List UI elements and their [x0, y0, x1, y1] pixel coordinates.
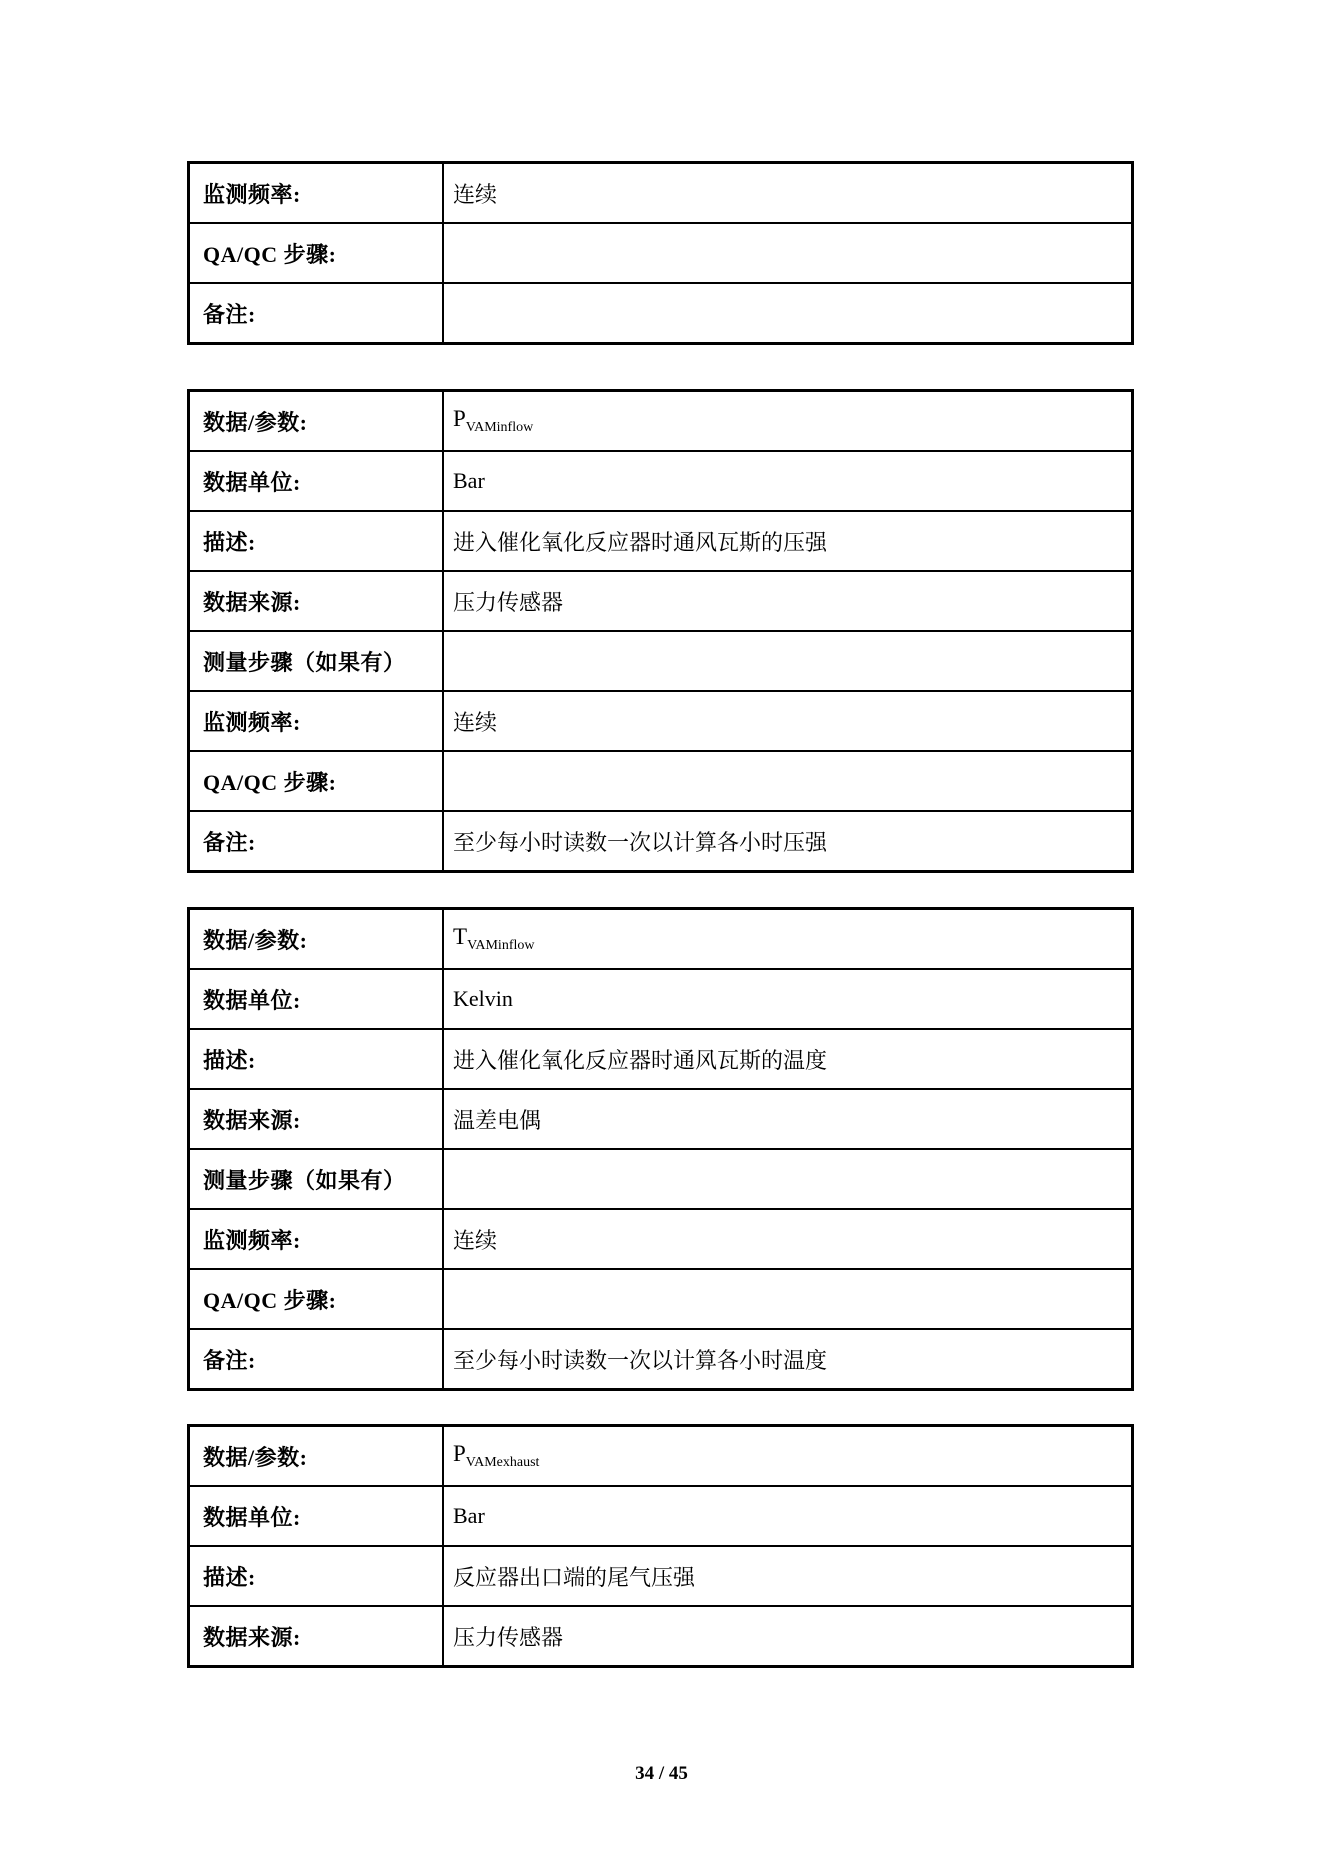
table-row [189, 969, 1133, 1029]
row-label: 监测频率: [189, 163, 444, 224]
row-value: 温差电偶 [443, 1089, 1133, 1149]
table-row [189, 571, 1133, 631]
page-number: 34 / 45 [635, 1763, 688, 1784]
row-label: 描述: [189, 1546, 444, 1606]
monitoring-table-continued [187, 161, 1134, 345]
row-label: 数据单位: [189, 451, 444, 511]
table-row [189, 451, 1133, 511]
parameter-subscript: VAMinflow [467, 938, 535, 953]
parameter-subscript: VAMinflow [465, 420, 534, 435]
parameter-symbol: P [453, 406, 466, 431]
table-row [189, 163, 1133, 224]
row-value: Bar [443, 451, 1133, 511]
table-row [189, 1029, 1133, 1089]
table-row [189, 1486, 1133, 1546]
parameter-table-p-vam-exhaust [187, 1424, 1134, 1668]
row-value: 至少每小时读数一次以计算各小时温度 [443, 1329, 1133, 1390]
row-label: 数据单位: [189, 969, 444, 1029]
row-value: 至少每小时读数一次以计算各小时压强 [443, 811, 1133, 872]
row-value-parameter [443, 1426, 1133, 1487]
parameter-symbol: T [453, 924, 468, 949]
table-row [189, 751, 1133, 811]
row-value [443, 751, 1133, 811]
table-row [189, 631, 1133, 691]
row-label: 数据单位: [189, 1486, 444, 1546]
table-row [189, 223, 1133, 283]
row-value-parameter [443, 391, 1133, 452]
row-label: 数据/参数: [189, 1426, 444, 1487]
table-row [189, 391, 1133, 452]
row-value: Bar [443, 1486, 1133, 1546]
row-value: 连续 [443, 163, 1133, 224]
table-row [189, 1426, 1133, 1487]
row-label: 备注: [189, 811, 444, 872]
row-label: QA/QC 步骤: [189, 1269, 444, 1329]
row-label: 监测频率: [189, 1209, 444, 1269]
table-row [189, 1209, 1133, 1269]
row-value: 连续 [443, 1209, 1133, 1269]
row-value: Kelvin [443, 969, 1133, 1029]
row-label: 描述: [189, 1029, 444, 1089]
table-row [189, 811, 1133, 872]
row-value: 反应器出口端的尾气压强 [443, 1546, 1133, 1606]
parameter-table-t-vam-inflow [187, 907, 1134, 1391]
row-value-parameter [443, 909, 1133, 970]
parameter-subscript: VAMexhaust [465, 1455, 540, 1470]
table-row [189, 1606, 1133, 1667]
row-value: 进入催化氧化反应器时通风瓦斯的温度 [443, 1029, 1133, 1089]
row-value: 进入催化氧化反应器时通风瓦斯的压强 [443, 511, 1133, 571]
table-row [189, 511, 1133, 571]
table-row [189, 1089, 1133, 1149]
row-label: 数据/参数: [189, 391, 444, 452]
row-label: 测量步骤（如果有） [189, 1149, 444, 1209]
table-row [189, 1546, 1133, 1606]
row-label: 描述: [189, 511, 444, 571]
row-label: 数据来源: [189, 571, 444, 631]
row-value: 压力传感器 [443, 571, 1133, 631]
row-label: 备注: [189, 1329, 444, 1390]
row-label: 测量步骤（如果有） [189, 631, 444, 691]
table-row [189, 1149, 1133, 1209]
parameter-symbol: P [453, 1441, 466, 1466]
row-label: 监测频率: [189, 691, 444, 751]
parameter-table-p-vam-inflow [187, 389, 1134, 873]
row-label: 备注: [189, 283, 444, 344]
row-value [443, 1269, 1133, 1329]
row-label: QA/QC 步骤: [189, 751, 444, 811]
row-label: 数据/参数: [189, 909, 444, 970]
row-value [443, 223, 1133, 283]
row-label: QA/QC 步骤: [189, 223, 444, 283]
row-value: 连续 [443, 691, 1133, 751]
table-row [189, 1329, 1133, 1390]
row-label: 数据来源: [189, 1606, 444, 1667]
row-value: 压力传感器 [443, 1606, 1133, 1667]
table-row [189, 283, 1133, 344]
row-value [443, 283, 1133, 344]
table-row [189, 909, 1133, 970]
table-row [189, 691, 1133, 751]
table-row [189, 1269, 1133, 1329]
row-value [443, 1149, 1133, 1209]
row-value [443, 631, 1133, 691]
row-label: 数据来源: [189, 1089, 444, 1149]
